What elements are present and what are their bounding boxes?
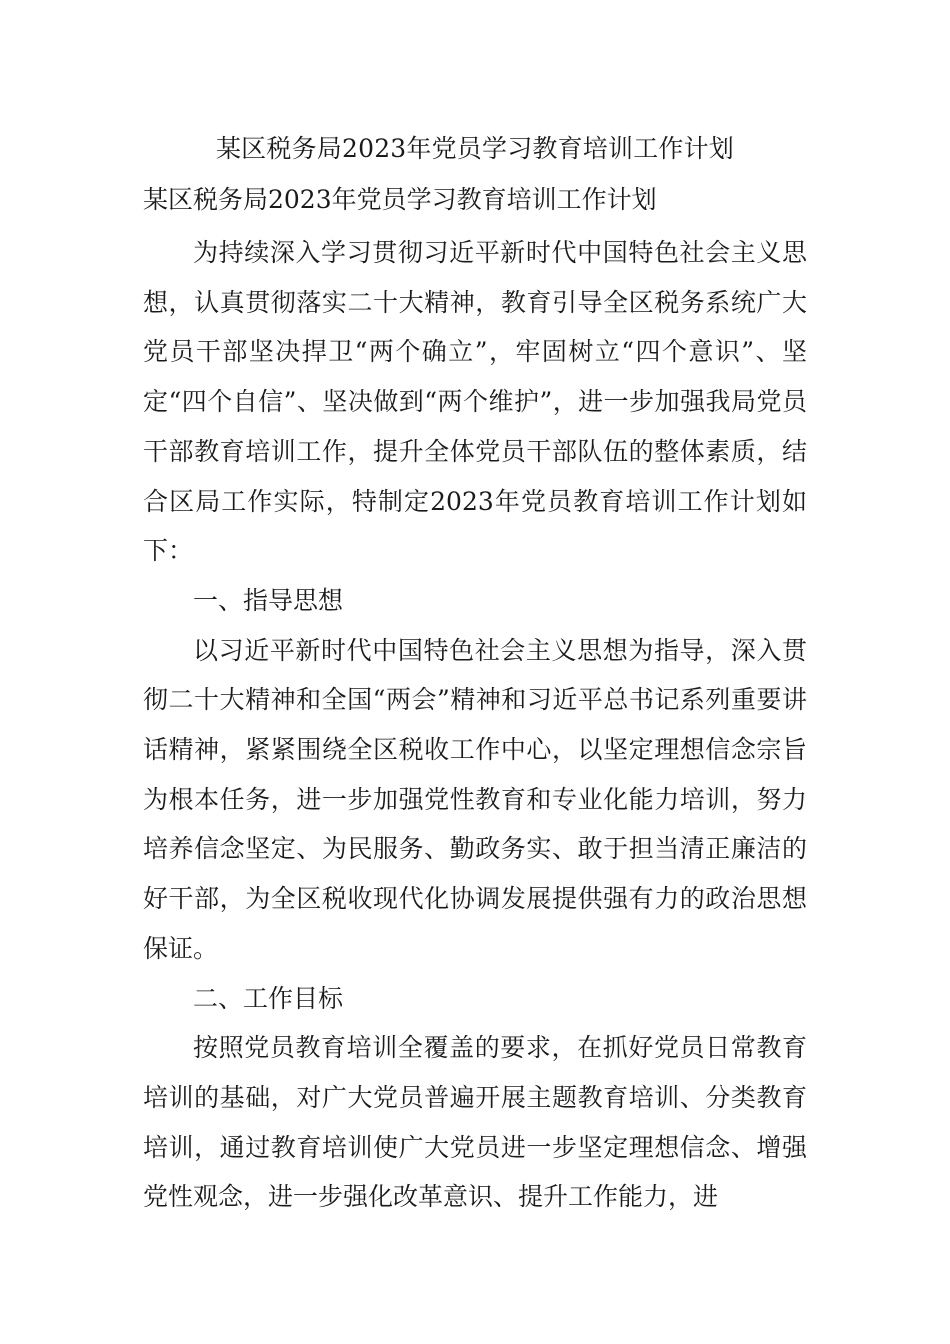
document-subtitle: 某区税务局2023年党员学习教育培训工作计划: [143, 185, 657, 214]
work-goals-paragraph: 按照党员教育培训全覆盖的要求，在抓好党员日常教育培训的基础，对广大党员普遍开展主题教育培训、分类教育培训，通过教育培训使广大党员进一步坚定理想信念、增强党性观念，进一步强化改革意识、提升工作能力，进: [143, 1033, 807, 1212]
guiding-ideology-paragraph: 以习近平新时代中国特色社会主义思想为指导，深入贯彻二十大精神和全国“两会”精神和习近平总书记系列重要讲话精神，紧紧围绕全区税收工作中心，以坚定理想信念宗旨为根本任务，进一步加强党性教育和专业化能力培训，努力培养信念坚定、为民服务、勤政务实、敢于担当清正廉洁的好干部，为全区税收现代化协调发展提供强有力的政治思想保证。: [143, 635, 807, 963]
section-heading-work-goals: 二、工作目标: [193, 983, 344, 1013]
document-body: [143, 228, 807, 1222]
document-title: 某区税务局2023年党员学习教育培训工作计划: [215, 134, 735, 163]
section-heading-guiding-ideology: 一、指导思想: [193, 585, 344, 615]
intro-paragraph: 为持续深入学习贯彻习近平新时代中国特色社会主义思想，认真贯彻落实二十大精神，教育引导全区税务系统广大党员干部坚决捍卫“两个确立”，牢固树立“四个意识”、坚定“四个自信”、坚决做到“两个维护”，进一步加强我局党员干部教育培训工作，提升全体党员干部队伍的整体素质，结合区局工作实际，特制定2023年党员教育培训工作计划如下：: [143, 238, 807, 566]
